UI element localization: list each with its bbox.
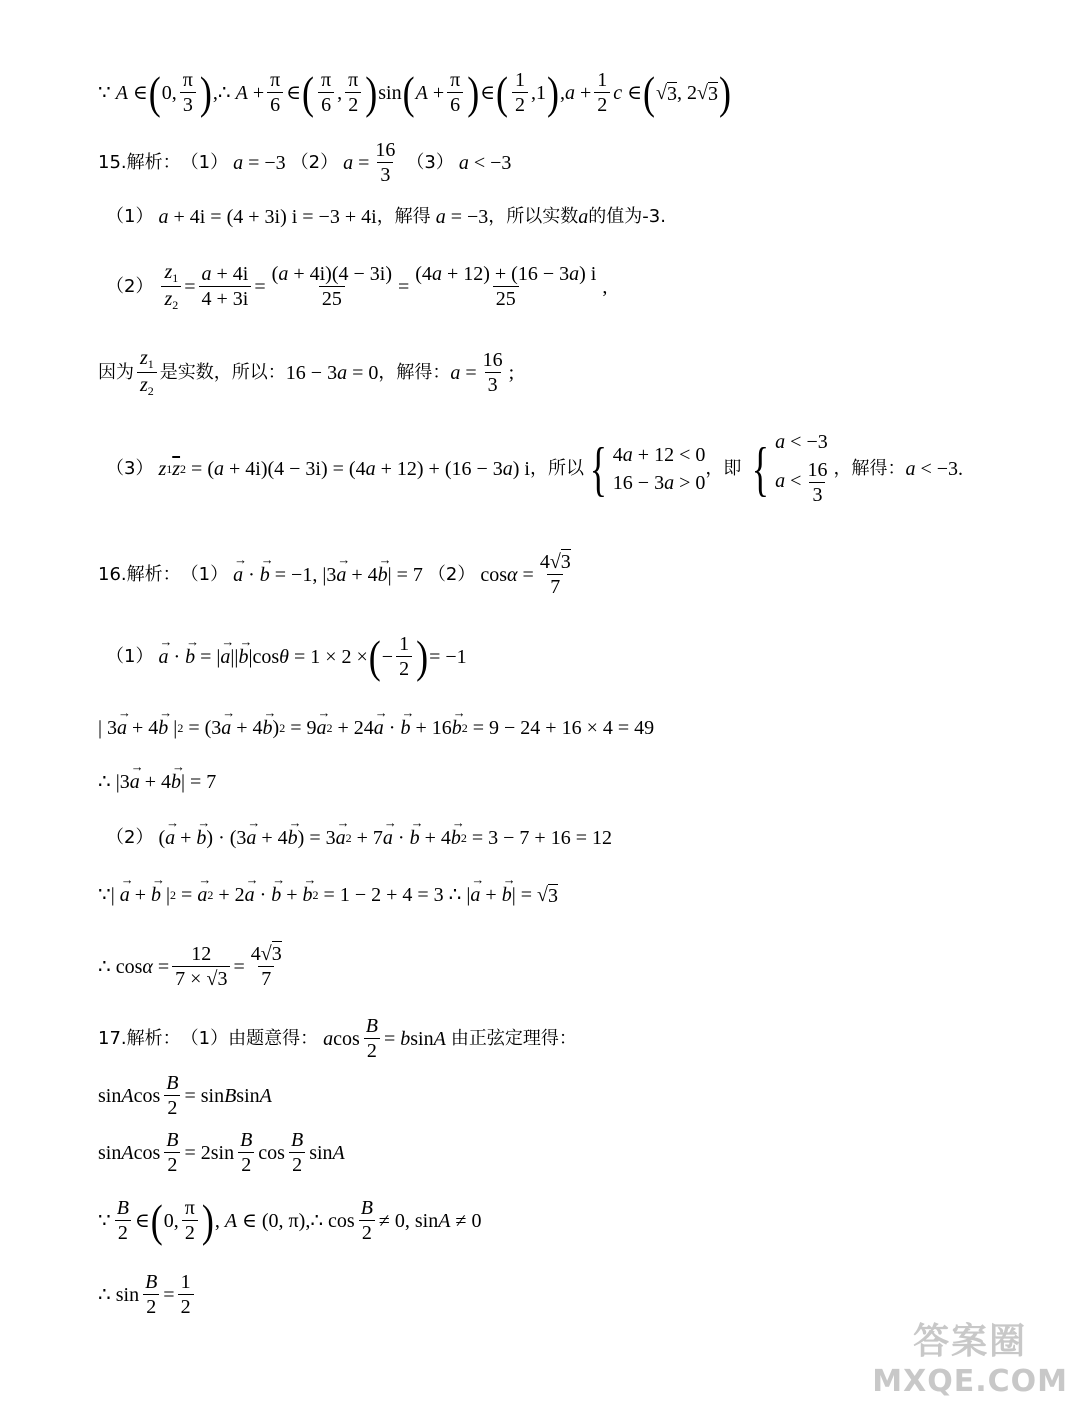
s15-l4a: 因为 bbox=[98, 361, 134, 383]
s15-l2b: ，所以实数 bbox=[488, 206, 579, 227]
s15-l5a: ，所以 bbox=[529, 457, 584, 479]
s16-part1: （1） → a · → b = | → a || → b |cos θ = 1 × 2 × ( − $\frac{1}{2}$ ) = −1 bbox=[106, 634, 467, 679]
s16-part2: （2） ( → a + → b ) · (3 → a + 4 → b ) = 3 → a 2 + 7 → a · → b + 4 → b 2 = 3 − 7 + 16 = 12 bbox=[106, 828, 612, 848]
s15-l2c: 的值为-3. bbox=[588, 206, 666, 227]
s17-step3: ∵ $\frac{B}{2}$ ∈ ( 0, $\frac{\pi}{2}$ ) , A ∈ (0, π),∴ cos $\frac{B}{2}$ ≠ 0, sin A ≠ 0 bbox=[98, 1195, 482, 1246]
s15-title: 15.解析： bbox=[98, 151, 181, 173]
s17-title: 17.解析： bbox=[98, 1027, 181, 1049]
watermark-logo bbox=[872, 1313, 1068, 1399]
s15-l4c: ，解得： bbox=[378, 361, 451, 383]
s17-step4: ∴ sin $\frac{B}{2}$ = $\frac{1}{2}$ bbox=[98, 1272, 197, 1317]
s17-step2: sin A cos $\frac{B}{2}$ = 2sin $\frac{B}{2}$ cos $\frac{B}{2}$ sin A bbox=[98, 1129, 345, 1176]
section-16-header: 16.解析： （1） → a · → b = −1, |3 → a + 4 → b | = 7 （2） cos α = $\frac{4√3}{7}$ bbox=[98, 552, 577, 597]
s16-title: 16.解析： bbox=[98, 563, 181, 585]
s16-norm-result: ∴ |3 → a + 4 → b | = 7 bbox=[98, 772, 216, 792]
s15-part2: （2） $\frac{z_1}{z_2}$ = $\frac{a + 4i}{4 + 3i}$ = $\frac{(a + 4i)(4 - 3i)}{25}$ = $\frac{(4a + 12) + (16 - 3a) i}{25}$ , bbox=[106, 261, 608, 312]
s16-sum-norm: ∵| → a + → b | 2 = → a 2 + 2 → a · → b + → b 2 = 1 − 2 + 4 = 3 ∴ | → a + → b | = √ 3 bbox=[98, 884, 558, 906]
watermark-title: 答案圈 bbox=[913, 1321, 1028, 1362]
s17-p1: （1）由题意得： bbox=[180, 1027, 319, 1049]
s15-l4b: 是实数，所以： bbox=[159, 361, 286, 383]
s15-since-real: 因为 $\frac{z_1}{z_2}$ 是实数，所以： 16 − 3 a = 0 ，解得： a = $\frac{16}{3}$ ; bbox=[98, 347, 515, 398]
line-angle-range: ∵ A ∈ ( 0, $\frac{\pi}{3}$ ) ,∴ A + $\frac{\pi}{6}$ ∈ ( $\frac{\pi}{6}$ , $\frac{\pi}{2}$ ) sin ( A + $\frac{\pi}{6}$ ) ∈ ( $\frac{1}{2}$ ,1 ) , a + $\frac{1}{2}$ c ∈ ( √ 3 , 2√ 3 ) bbox=[98, 67, 731, 118]
section-17-header: 17.解析： （1）由题意得： a cos $\frac{B}{2}$ = b sin A 由正弦定理得： bbox=[98, 1015, 577, 1062]
s15-l5c: ，解得： bbox=[833, 457, 906, 479]
s17-p2: 由正弦定理得： bbox=[450, 1027, 577, 1049]
watermark-url: MXQE.COM bbox=[872, 1364, 1068, 1399]
s15-l2a: ，解得 bbox=[376, 206, 431, 227]
s17-step1: sin A cos $\frac{B}{2}$ = sin B sin A bbox=[98, 1072, 272, 1119]
s16-cos-result: ∴ cos α = $\frac{12}{7 \times √3}$ = $\frac{4√3}{7}$ bbox=[98, 943, 282, 990]
s15-part3: （3） z 1 $\overline{z}$ 2 = ( a + 4i)(4 − 3i) = (4 a + 12) + (16 − 3 a ) i ，所以 { 4a + 12 < 0 16 − 3a > 0 ，即 { a < −3 a < $\frac{16}{3}$ ，解得： a < −3. bbox=[106, 431, 964, 506]
s15-part1: （1） a + 4i = (4 + 3i) i = −3 + 4i ，解得 a = −3 ，所以实数 a 的值为-3. bbox=[106, 206, 666, 228]
s16-square-expansion: | 3 → a + 4 → b | 2 = (3 → a + 4 → b ) 2 = 9 → a 2 + 24 → a · → b + 16 → b 2 = 9 − 24 + 16 × 4 = 49 bbox=[98, 718, 654, 738]
section-15-header: 15.解析： （1） a = −3 （2） a = $\frac{16}{3}$ （3） a < −3 bbox=[98, 139, 512, 186]
s15-l5b: ，即 bbox=[705, 457, 742, 479]
